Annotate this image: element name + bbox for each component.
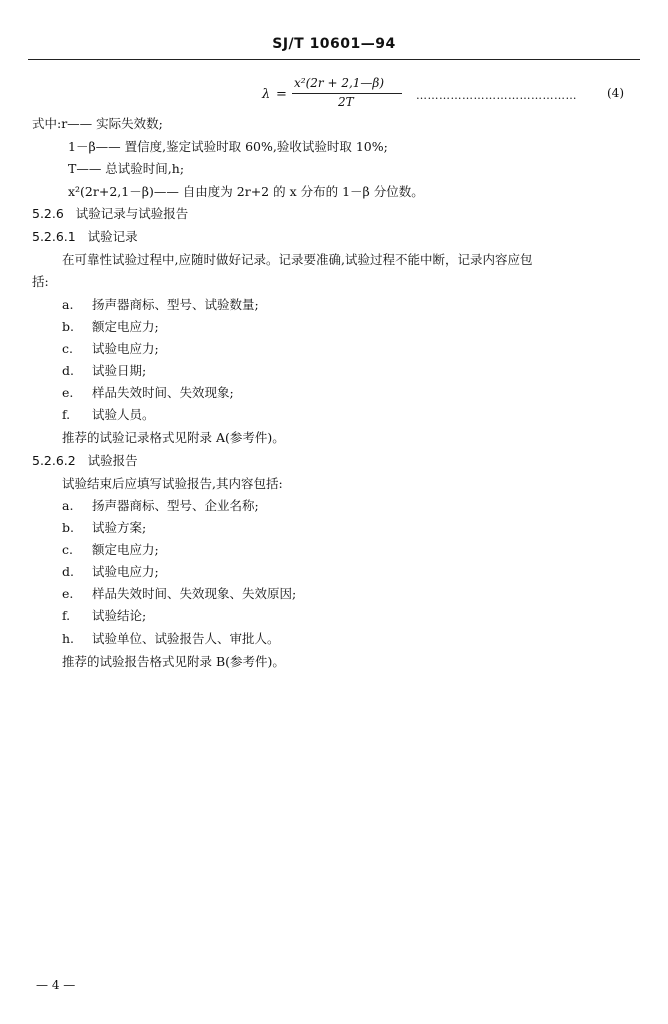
record-paragraph-line2: 括: [32, 274, 49, 289]
report-list-item [62, 564, 159, 580]
section-title: 试验记录与试验报告 [75, 206, 189, 221]
list-label: f. [62, 407, 71, 422]
section-5-2-6-1-heading [32, 229, 138, 245]
list-label: c. [62, 341, 73, 356]
where-intro: 式中:r—— 实际失效数; [32, 116, 163, 131]
record-list-item [62, 319, 159, 335]
report-list-item [62, 608, 146, 624]
list-label: b. [62, 520, 74, 535]
document-code-header: SJ/T 10601—94 [272, 36, 396, 52]
formula-leader-dots: …………………………………… [416, 89, 577, 102]
list-text: 试验电应力; [92, 341, 159, 356]
list-text: 试验电应力; [92, 564, 159, 579]
list-text: 试验方案; [92, 520, 147, 535]
report-list-item [62, 542, 159, 558]
report-intro: 试验结束后应填写试验报告,其内容包括: [62, 476, 283, 491]
list-label: d. [62, 363, 74, 378]
where-item-confidence: 1－β—— 置信度,鉴定试验时取 60%,验收试验时取 10%; [68, 139, 388, 154]
where-item-quantile: x²(2r+2,1－β)—— 自由度为 2r+2 的 x 分布的 1－β 分位数。 [68, 184, 424, 199]
section-number: 5.2.6 [32, 206, 64, 221]
fraction-bar [292, 93, 402, 94]
record-list-item [62, 341, 159, 357]
report-format-note: 推荐的试验报告格式见附录 B(参考件)。 [62, 654, 285, 669]
list-text: 扬声器商标、型号、试验数量; [92, 297, 259, 312]
list-text: 样品失效时间、失效现象; [92, 385, 234, 400]
section-number: 5.2.6.1 [32, 229, 76, 244]
section-5-2-6-heading [32, 206, 188, 222]
list-text: 试验人员。 [92, 407, 155, 422]
report-list-item [62, 586, 296, 602]
list-label: e. [62, 586, 74, 601]
record-list-item [62, 297, 259, 313]
list-text: 试验日期; [92, 363, 147, 378]
list-text: 试验结论; [92, 608, 147, 623]
list-text: 试验单位、试验报告人、审批人。 [92, 631, 280, 646]
list-label: c. [62, 542, 73, 557]
formula-number: (4) [607, 86, 624, 100]
section-5-2-6-2-heading [32, 453, 138, 469]
report-list-item [62, 498, 259, 514]
record-format-note: 推荐的试验记录格式见附录 A(参考件)。 [62, 430, 285, 445]
section-number: 5.2.6.2 [32, 453, 76, 468]
list-label: b. [62, 319, 74, 334]
section-title: 试验记录 [87, 229, 138, 244]
formula-equals: = [276, 87, 287, 102]
list-label: a. [62, 297, 74, 312]
formula-lhs: λ [262, 87, 271, 102]
report-list-item [62, 631, 280, 647]
record-list-item [62, 385, 234, 401]
formula-numerator: x²(2r + 2,1—β) [294, 76, 385, 90]
list-label: a. [62, 498, 74, 513]
list-text: 额定电应力; [92, 542, 159, 557]
record-paragraph-line1: 在可靠性试验过程中,应随时做好记录。记录要准确,试验过程不能中断，记录内容应包 [62, 252, 533, 267]
where-item-total-time: T—— 总试验时间,h; [68, 161, 185, 176]
list-text: 额定电应力; [92, 319, 159, 334]
record-list-item [62, 363, 146, 379]
list-label: e. [62, 385, 74, 400]
report-list-item [62, 520, 146, 536]
list-label: h. [62, 631, 75, 646]
page-number: — 4 — [36, 978, 76, 992]
list-label: f. [62, 608, 71, 623]
list-label: d. [62, 564, 74, 579]
header-rule [28, 59, 640, 60]
record-list-item [62, 407, 155, 423]
list-text: 样品失效时间、失效现象、失效原因; [92, 586, 297, 601]
formula-denominator: 2T [338, 95, 354, 109]
section-title: 试验报告 [87, 453, 138, 468]
list-text: 扬声器商标、型号、企业名称; [92, 498, 259, 513]
